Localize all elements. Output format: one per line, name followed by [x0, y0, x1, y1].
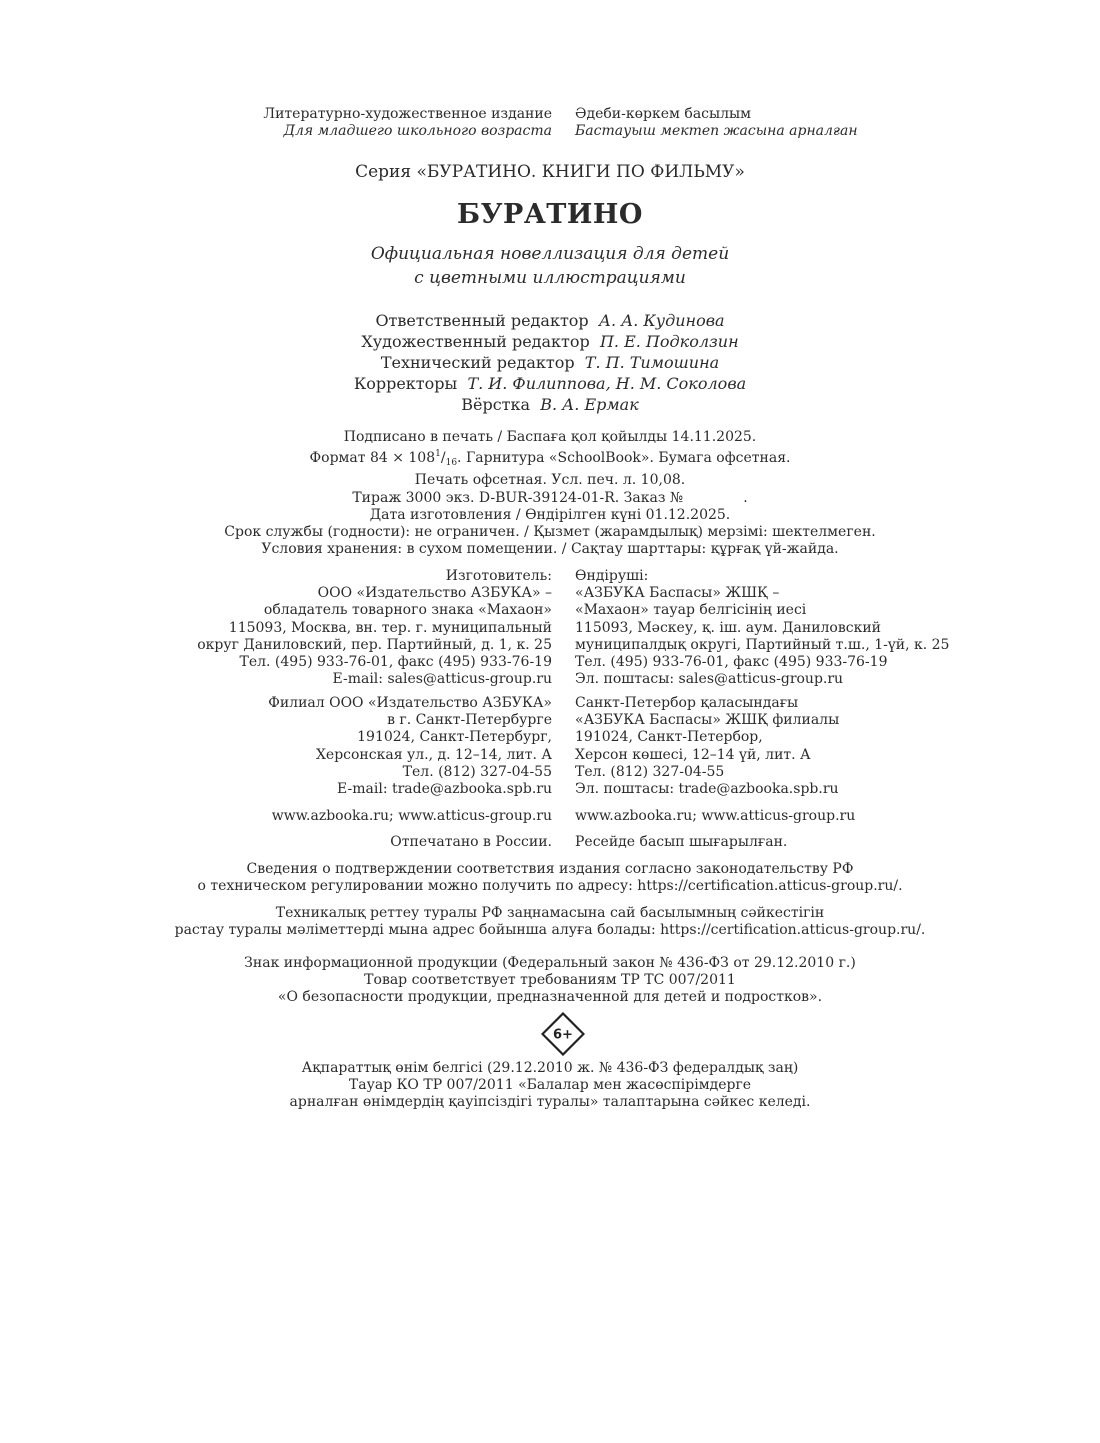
format-fraction-numerator: 1: [435, 449, 441, 460]
manufacturer-kz-line: Тел. (495) 933-76-01, факс (495) 933-76-19: [575, 654, 888, 671]
credit-line: [0, 394, 1100, 415]
subtitle-line-1: Официальная новеллизация для детей: [370, 244, 730, 264]
book-title: БУРАТИНО: [457, 199, 643, 230]
manufacturer-ru-line: округ Даниловский, пер. Партийный, д. 1, к. 25: [197, 636, 552, 653]
age-ru: Для младшего школьного возраста: [283, 123, 552, 140]
manufacturer-kz: [575, 568, 949, 688]
branch-ru-email: E-mail: trade@azbooka.spb.ru: [337, 781, 552, 798]
book-subtitle: [0, 242, 1100, 290]
manufacturer-kz-line: 115093, Мәскеу, қ. іш. аум. Даниловский: [575, 619, 881, 636]
certification-kz: [0, 905, 1100, 939]
manufacturer-kz-email: Эл. поштасы: sales@atticus-group.ru: [575, 671, 844, 688]
credit-names: П. Е. Подколзин: [599, 332, 739, 351]
age-kz: Бастауыш мектеп жасына арналған: [575, 123, 858, 140]
age-rating-text: 6+: [553, 1027, 573, 1043]
imprint-date: Дата изготовления / Өндірілген күні 01.12.2025.: [369, 506, 731, 523]
info-mark-kz-line: арналған өнімдердің қауіпсіздігі туралы» талаптарына сәйкес келеді.: [289, 1094, 811, 1111]
certification-ru: [0, 861, 1100, 895]
format-prefix: Формат 84 × 108: [309, 450, 436, 467]
imprint-format: Формат $84 \times 108^1/_{16}$. Гарнитура «SchoolBook». Бумага офсетная.: [309, 449, 791, 469]
branch-kz: [575, 695, 839, 798]
age-rating-badge: [541, 1012, 585, 1056]
credit-role: Технический редактор: [380, 353, 575, 372]
certification-ru-line: Сведения о подтверждении соответствия издания согласно законодательству РФ: [246, 861, 854, 877]
imprint-signed: Подписано в печать / Баспаға қол қойылды 14.11.2025.: [343, 429, 757, 445]
imprint-print: Печать офсетная. Усл. печ. л. 10,08.: [414, 472, 686, 489]
credit-line: [0, 331, 1100, 352]
credits-block: [0, 310, 1100, 415]
branch-ru-line: Филиал ООО «Издательство АЗБУКА»: [268, 695, 552, 711]
manufacturer-ru-line: 115093, Москва, вн. тер. г. муниципальный: [228, 619, 552, 636]
subtitle-line-2: с цветными иллюстрациями: [414, 268, 686, 288]
info-mark-ru-line: «О безопасности продукции, предназначенной для детей и подростков».: [277, 989, 823, 1006]
manufacturer-kz-line: «АЗБУКА Баспасы» ЖШҚ –: [575, 585, 780, 602]
branch-kz-line: Тел. (812) 327-04-55: [575, 763, 725, 780]
imprint-storage: Условия хранения: в сухом помещении. / Сақтау шарттары: құрғақ үй-жайда.: [261, 541, 839, 558]
certification-kz-line: Техникалық реттеу туралы РФ заңнамасына сай басылымның сәйкестігін: [275, 905, 825, 921]
manufacturer-kz-line: Өндіруші:: [575, 568, 649, 584]
credit-names: А. А. Кудинова: [598, 311, 725, 330]
websites-kz: www.azbooka.ru; www.atticus-group.ru: [575, 808, 856, 824]
branch-kz-line: Санкт-Петербор қаласындағы: [575, 695, 799, 711]
credit-line: [0, 310, 1100, 331]
run-prefix: Тираж 3000 экз. D-BUR-39124-01-R. Заказ №: [352, 489, 684, 506]
manufacturer-ru-line: ООО «Издательство АЗБУКА» –: [317, 585, 552, 602]
credit-line: [0, 373, 1100, 394]
certification-ru-line: о техническом регулировании можно получить по адресу: https://certification.atticus-group.ru/.: [197, 878, 903, 895]
genre-kz: Әдеби-көркем басылым: [575, 106, 752, 122]
format-suffix: . Гарнитура «SchoolBook». Бумага офсетная.: [457, 450, 791, 467]
manufacturer-kz-line: муниципалдық округі, Партийный т.ш., 1-үй, к. 25: [575, 636, 950, 653]
credit-line: [0, 352, 1100, 373]
info-mark-kz: [0, 1060, 1100, 1112]
certification-kz-line: растау туралы мәліметтерді мына адрес бойынша алуға болады: https://certification.atticus-group.ru/.: [174, 922, 926, 939]
credit-names: В. А. Ермак: [540, 395, 639, 414]
credit-role: Корректоры: [353, 374, 458, 393]
printed-in-kz: Ресейде басып шығарылған.: [575, 834, 788, 850]
imprint-run: [0, 490, 1100, 507]
branch-ru-line: в г. Санкт-Петербурге: [387, 712, 552, 729]
branch-ru-line: Тел. (812) 327-04-55: [402, 763, 552, 780]
edition-type-ru: [263, 106, 552, 140]
imprint-shelf-life: Срок службы (годности): не ограничен. / Қызмет (жарамдылық) мерзімі: шектелмеген.: [224, 524, 876, 541]
branch-ru-line: 191024, Санкт-Петербург,: [357, 729, 552, 746]
manufacturer-ru-line: Тел. (495) 933-76-01, факс (495) 933-76-19: [239, 654, 552, 671]
manufacturer-ru-email: E-mail: sales@atticus-group.ru: [332, 671, 552, 688]
series-line: Серия «БУРАТИНО. КНИГИ ПО ФИЛЬМУ»: [355, 162, 745, 182]
info-mark-kz-line: Ақпараттық өнім белгісі (29.12.2010 ж. № 436-ФЗ федералдық заң): [301, 1060, 799, 1076]
credit-role: Художественный редактор: [361, 332, 590, 351]
branch-ru: [268, 695, 552, 798]
branch-ru-line: Херсонская ул., д. 12–14, лит. А: [315, 746, 552, 763]
info-mark-ru: [0, 955, 1100, 1007]
branch-kz-email: Эл. поштасы: trade@azbooka.spb.ru: [575, 781, 839, 798]
credit-role: Вёрстка: [461, 395, 531, 414]
manufacturer-ru-line: Изготовитель:: [445, 568, 552, 584]
credit-role: Ответственный редактор: [375, 311, 589, 330]
manufacturer-ru: [197, 568, 552, 688]
run-suffix: .: [743, 489, 748, 506]
branch-kz-line: Херсон көшесі, 12–14 үй, лит. А: [575, 746, 811, 763]
imprint-block: [0, 429, 1100, 558]
info-mark-ru-line: Товар соответствует требованиям ТР ТС 007/2011: [364, 972, 736, 989]
credit-names: Т. П. Тимошина: [584, 353, 720, 372]
format-fraction-denominator: 16: [445, 458, 458, 469]
manufacturer-ru-line: обладатель товарного знака «Махаон»: [263, 602, 552, 619]
info-mark-kz-line: Тауар КО ТР 007/2011 «Балалар мен жасөспірімдерге: [348, 1077, 752, 1094]
genre-ru: Литературно-художественное издание: [263, 106, 552, 122]
branch-kz-line: 191024, Санкт-Петербор,: [575, 729, 763, 746]
info-mark-ru-line: Знак информационной продукции (Федеральный закон № 436-ФЗ от 29.12.2010 г.): [244, 955, 856, 971]
credit-names: Т. И. Филиппова, Н. М. Соколова: [467, 374, 747, 393]
branch-kz-line: «АЗБУКА Баспасы» ЖШҚ филиалы: [575, 712, 840, 729]
edition-type-kz: [575, 106, 858, 140]
printed-in-ru: Отпечатано в России.: [390, 834, 552, 850]
manufacturer-kz-line: «Махаон» тауар белгісінің иесі: [575, 602, 807, 619]
websites-ru: www.azbooka.ru; www.atticus-group.ru: [271, 808, 552, 824]
